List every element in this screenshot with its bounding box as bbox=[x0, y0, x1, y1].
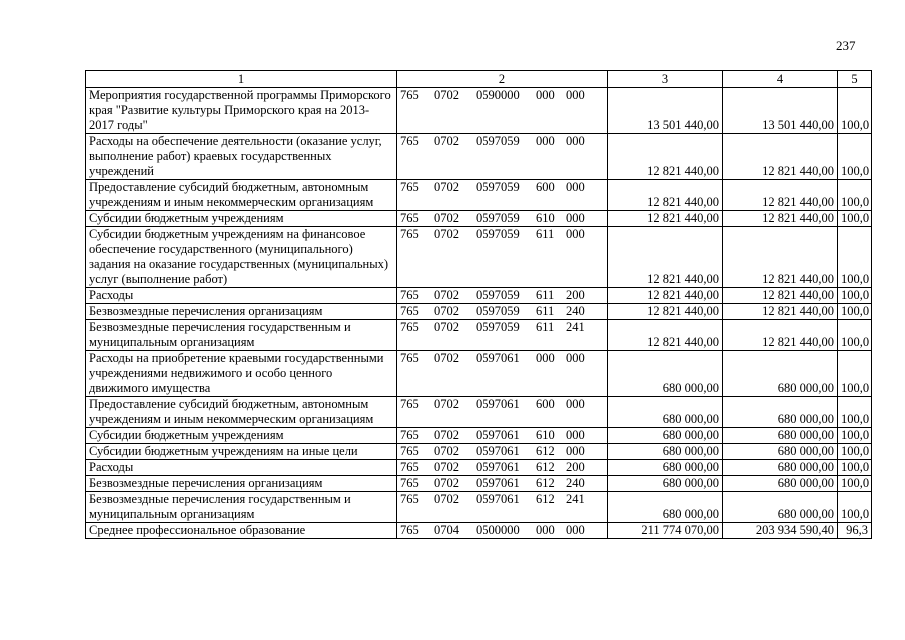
table-row bbox=[86, 351, 872, 397]
code-part-1: 765 bbox=[400, 351, 419, 365]
row-name: Предоставление субсидий бюджетным, автономным учреждениям и иным некоммерческим организациям bbox=[86, 180, 397, 211]
code-part-5: 000 bbox=[566, 428, 585, 442]
table-row bbox=[86, 211, 872, 227]
code-part-2: 0702 bbox=[434, 304, 459, 318]
row-percent: 100,0 bbox=[838, 351, 872, 397]
row-percent: 100,0 bbox=[838, 428, 872, 444]
row-codes bbox=[397, 180, 608, 211]
row-percent: 100,0 bbox=[838, 397, 872, 428]
code-part-2: 0702 bbox=[434, 492, 459, 506]
row-name: Безвозмездные перечисления государственным и муниципальным организациям bbox=[86, 320, 397, 351]
row-percent: 100,0 bbox=[838, 492, 872, 523]
table-row bbox=[86, 476, 872, 492]
row-actual-amount: 680 000,00 bbox=[723, 476, 838, 492]
row-percent: 100,0 bbox=[838, 444, 872, 460]
code-part-4: 611 bbox=[536, 288, 555, 302]
code-part-1: 765 bbox=[400, 523, 419, 537]
row-codes bbox=[397, 523, 608, 539]
code-part-4: 610 bbox=[536, 428, 555, 442]
table-row bbox=[86, 288, 872, 304]
row-plan-amount: 12 821 440,00 bbox=[608, 304, 723, 320]
code-part-2: 0702 bbox=[434, 428, 459, 442]
code-part-5: 000 bbox=[566, 180, 585, 194]
row-plan-amount: 680 000,00 bbox=[608, 397, 723, 428]
header-col-1: 1 bbox=[86, 71, 397, 88]
code-part-2: 0702 bbox=[434, 211, 459, 225]
row-plan-amount: 680 000,00 bbox=[608, 476, 723, 492]
row-actual-amount: 680 000,00 bbox=[723, 351, 838, 397]
row-name: Расходы на обеспечение деятельности (оказание услуг, выполнение работ) краевых государственных учреждений bbox=[86, 134, 397, 180]
code-part-3: 0500000 bbox=[476, 523, 520, 537]
header-col-4: 4 bbox=[723, 71, 838, 88]
row-codes bbox=[397, 397, 608, 428]
code-part-1: 765 bbox=[400, 320, 419, 334]
code-part-5: 000 bbox=[566, 211, 585, 225]
code-part-2: 0702 bbox=[434, 351, 459, 365]
row-name: Расходы bbox=[86, 460, 397, 476]
row-codes bbox=[397, 88, 608, 134]
row-codes bbox=[397, 492, 608, 523]
code-part-1: 765 bbox=[400, 460, 419, 474]
row-plan-amount: 12 821 440,00 bbox=[608, 180, 723, 211]
code-part-1: 765 bbox=[400, 492, 419, 506]
code-part-5: 000 bbox=[566, 134, 585, 148]
code-part-3: 0597059 bbox=[476, 211, 520, 225]
code-part-1: 765 bbox=[400, 88, 419, 102]
code-part-4: 000 bbox=[536, 88, 555, 102]
row-codes bbox=[397, 428, 608, 444]
table-row bbox=[86, 444, 872, 460]
code-part-3: 0597061 bbox=[476, 476, 520, 490]
row-name: Субсидии бюджетным учреждениям bbox=[86, 211, 397, 227]
code-part-1: 765 bbox=[400, 476, 419, 490]
code-part-3: 0597059 bbox=[476, 134, 520, 148]
code-part-5: 000 bbox=[566, 444, 585, 458]
header-col-5: 5 bbox=[838, 71, 872, 88]
row-plan-amount: 12 821 440,00 bbox=[608, 320, 723, 351]
code-part-3: 0597061 bbox=[476, 444, 520, 458]
row-percent: 100,0 bbox=[838, 134, 872, 180]
row-codes bbox=[397, 134, 608, 180]
row-percent: 100,0 bbox=[838, 180, 872, 211]
code-part-1: 765 bbox=[400, 227, 419, 241]
code-part-1: 765 bbox=[400, 134, 419, 148]
code-part-2: 0702 bbox=[434, 444, 459, 458]
row-name: Безвозмездные перечисления организациям bbox=[86, 304, 397, 320]
row-actual-amount: 12 821 440,00 bbox=[723, 227, 838, 288]
row-plan-amount: 12 821 440,00 bbox=[608, 227, 723, 288]
code-part-4: 600 bbox=[536, 397, 555, 411]
row-plan-amount: 12 821 440,00 bbox=[608, 134, 723, 180]
code-part-5: 241 bbox=[566, 320, 585, 334]
header-col-3: 3 bbox=[608, 71, 723, 88]
row-percent: 100,0 bbox=[838, 460, 872, 476]
code-part-5: 000 bbox=[566, 397, 585, 411]
code-part-4: 611 bbox=[536, 304, 555, 318]
code-part-5: 240 bbox=[566, 304, 585, 318]
row-codes bbox=[397, 444, 608, 460]
row-percent: 100,0 bbox=[838, 227, 872, 288]
code-part-4: 600 bbox=[536, 180, 555, 194]
code-part-2: 0702 bbox=[434, 460, 459, 474]
row-name: Субсидии бюджетным учреждениям bbox=[86, 428, 397, 444]
code-part-3: 0597061 bbox=[476, 428, 520, 442]
row-actual-amount: 680 000,00 bbox=[723, 428, 838, 444]
row-codes bbox=[397, 304, 608, 320]
row-percent: 100,0 bbox=[838, 88, 872, 134]
row-plan-amount: 680 000,00 bbox=[608, 492, 723, 523]
code-part-3: 0597061 bbox=[476, 351, 520, 365]
row-actual-amount: 12 821 440,00 bbox=[723, 320, 838, 351]
code-part-3: 0597059 bbox=[476, 180, 520, 194]
code-part-5: 000 bbox=[566, 227, 585, 241]
table-row bbox=[86, 397, 872, 428]
row-plan-amount: 12 821 440,00 bbox=[608, 288, 723, 304]
row-actual-amount: 12 821 440,00 bbox=[723, 211, 838, 227]
table-row bbox=[86, 88, 872, 134]
code-part-3: 0597059 bbox=[476, 304, 520, 318]
table-header-row bbox=[86, 71, 872, 88]
code-part-3: 0597061 bbox=[476, 397, 520, 411]
code-part-4: 611 bbox=[536, 227, 555, 241]
code-part-4: 612 bbox=[536, 444, 555, 458]
row-codes bbox=[397, 320, 608, 351]
table-row bbox=[86, 320, 872, 351]
table-row bbox=[86, 523, 872, 539]
budget-table bbox=[85, 70, 872, 539]
code-part-3: 0590000 bbox=[476, 88, 520, 102]
row-percent: 100,0 bbox=[838, 320, 872, 351]
code-part-1: 765 bbox=[400, 397, 419, 411]
table-row bbox=[86, 460, 872, 476]
code-part-2: 0704 bbox=[434, 523, 459, 537]
code-part-5: 200 bbox=[566, 288, 585, 302]
table-row bbox=[86, 134, 872, 180]
code-part-4: 610 bbox=[536, 211, 555, 225]
row-codes bbox=[397, 460, 608, 476]
code-part-2: 0702 bbox=[434, 88, 459, 102]
row-codes bbox=[397, 211, 608, 227]
table-row bbox=[86, 227, 872, 288]
row-name: Предоставление субсидий бюджетным, автономным учреждениям и иным некоммерческим организациям bbox=[86, 397, 397, 428]
row-actual-amount: 12 821 440,00 bbox=[723, 134, 838, 180]
row-actual-amount: 680 000,00 bbox=[723, 397, 838, 428]
row-codes bbox=[397, 476, 608, 492]
code-part-4: 612 bbox=[536, 492, 555, 506]
code-part-5: 200 bbox=[566, 460, 585, 474]
row-name: Расходы bbox=[86, 288, 397, 304]
code-part-2: 0702 bbox=[434, 180, 459, 194]
row-actual-amount: 12 821 440,00 bbox=[723, 304, 838, 320]
code-part-1: 765 bbox=[400, 428, 419, 442]
code-part-4: 000 bbox=[536, 134, 555, 148]
code-part-2: 0702 bbox=[434, 288, 459, 302]
code-part-3: 0597059 bbox=[476, 227, 520, 241]
code-part-3: 0597061 bbox=[476, 492, 520, 506]
code-part-5: 240 bbox=[566, 476, 585, 490]
code-part-4: 612 bbox=[536, 460, 555, 474]
row-actual-amount: 12 821 440,00 bbox=[723, 180, 838, 211]
row-actual-amount: 680 000,00 bbox=[723, 444, 838, 460]
code-part-5: 000 bbox=[566, 88, 585, 102]
code-part-1: 765 bbox=[400, 211, 419, 225]
row-plan-amount: 13 501 440,00 bbox=[608, 88, 723, 134]
row-codes bbox=[397, 288, 608, 304]
code-part-2: 0702 bbox=[434, 397, 459, 411]
code-part-5: 000 bbox=[566, 351, 585, 365]
row-plan-amount: 12 821 440,00 bbox=[608, 211, 723, 227]
code-part-4: 612 bbox=[536, 476, 555, 490]
row-name: Безвозмездные перечисления организациям bbox=[86, 476, 397, 492]
table-row bbox=[86, 492, 872, 523]
table-row bbox=[86, 180, 872, 211]
code-part-5: 241 bbox=[566, 492, 585, 506]
code-part-5: 000 bbox=[566, 523, 585, 537]
code-part-1: 765 bbox=[400, 444, 419, 458]
code-part-4: 611 bbox=[536, 320, 555, 334]
code-part-2: 0702 bbox=[434, 476, 459, 490]
row-plan-amount: 680 000,00 bbox=[608, 351, 723, 397]
code-part-1: 765 bbox=[400, 288, 419, 302]
code-part-1: 765 bbox=[400, 304, 419, 318]
row-name: Субсидии бюджетным учреждениям на иные цели bbox=[86, 444, 397, 460]
row-percent: 100,0 bbox=[838, 304, 872, 320]
row-actual-amount: 680 000,00 bbox=[723, 460, 838, 476]
row-plan-amount: 680 000,00 bbox=[608, 428, 723, 444]
code-part-3: 0597059 bbox=[476, 288, 520, 302]
code-part-2: 0702 bbox=[434, 227, 459, 241]
table-row bbox=[86, 428, 872, 444]
row-name: Среднее профессиональное образование bbox=[86, 523, 397, 539]
row-codes bbox=[397, 351, 608, 397]
header-col-2: 2 bbox=[397, 71, 608, 88]
row-percent: 100,0 bbox=[838, 476, 872, 492]
row-plan-amount: 211 774 070,00 bbox=[608, 523, 723, 539]
row-percent: 100,0 bbox=[838, 211, 872, 227]
code-part-4: 000 bbox=[536, 351, 555, 365]
row-actual-amount: 12 821 440,00 bbox=[723, 288, 838, 304]
row-codes bbox=[397, 227, 608, 288]
row-name: Расходы на приобретение краевыми государственными учреждениями недвижимого и особо ценного движимого имущества bbox=[86, 351, 397, 397]
row-name: Мероприятия государственной программы Приморского края "Развитие культуры Приморского края на 2013-2017 годы" bbox=[86, 88, 397, 134]
page-number: 237 bbox=[836, 38, 856, 53]
code-part-2: 0702 bbox=[434, 320, 459, 334]
code-part-3: 0597061 bbox=[476, 460, 520, 474]
row-name: Безвозмездные перечисления государственным и муниципальным организациям bbox=[86, 492, 397, 523]
row-actual-amount: 203 934 590,40 bbox=[723, 523, 838, 539]
row-name: Субсидии бюджетным учреждениям на финансовое обеспечение государственного (муниципального) задания на оказание государственных (муниципальных) услуг (выполнение работ) bbox=[86, 227, 397, 288]
row-actual-amount: 13 501 440,00 bbox=[723, 88, 838, 134]
table-row bbox=[86, 304, 872, 320]
row-percent: 100,0 bbox=[838, 288, 872, 304]
row-plan-amount: 680 000,00 bbox=[608, 460, 723, 476]
row-percent: 96,3 bbox=[838, 523, 872, 539]
code-part-2: 0702 bbox=[434, 134, 459, 148]
code-part-3: 0597059 bbox=[476, 320, 520, 334]
row-actual-amount: 680 000,00 bbox=[723, 492, 838, 523]
row-plan-amount: 680 000,00 bbox=[608, 444, 723, 460]
code-part-1: 765 bbox=[400, 180, 419, 194]
code-part-4: 000 bbox=[536, 523, 555, 537]
